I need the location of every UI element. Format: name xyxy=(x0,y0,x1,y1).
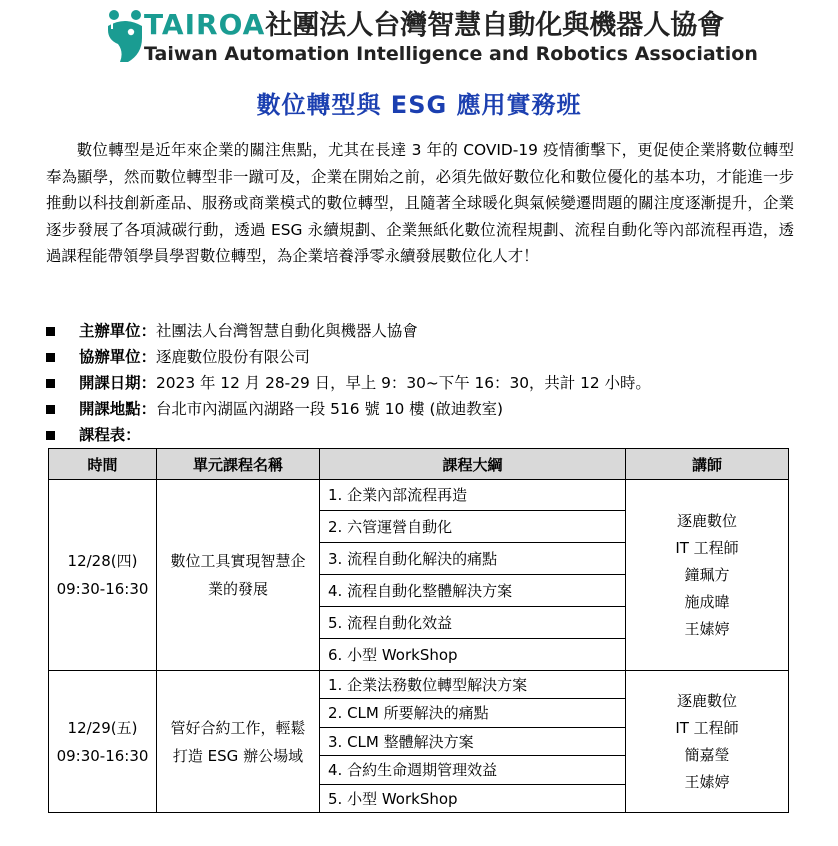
unit-name-cell xyxy=(157,671,320,813)
info-value: 台北市內湖區內湖路一段 516 號 10 樓 (啟迪教室) xyxy=(155,400,504,418)
column-header-time: 時間 xyxy=(49,449,157,480)
info-label: 主辦單位： xyxy=(79,322,156,340)
unit-name-line: 業的發展 xyxy=(207,580,268,598)
square-bullet-icon xyxy=(46,353,55,362)
info-item-schedule xyxy=(46,422,806,448)
session-time-cell xyxy=(49,671,157,813)
instructor-line: 逐鹿數位 xyxy=(676,691,737,710)
instructor-cell xyxy=(626,480,789,671)
robot-head-logo-icon xyxy=(104,8,146,64)
info-item-organizer xyxy=(46,318,806,344)
info-value: 逐鹿數位股份有限公司 xyxy=(155,348,310,366)
unit-name-cell xyxy=(157,480,320,671)
info-label: 協辦單位： xyxy=(79,348,156,366)
info-value: 社團法人台灣智慧自動化與機器人協會 xyxy=(155,322,418,340)
square-bullet-icon xyxy=(46,431,55,440)
outline-item: 4. 流程自動化整體解決方案 xyxy=(320,575,626,607)
session-hours: 09:30-16:30 xyxy=(56,580,149,598)
intro-paragraph: 數位轉型是近年來企業的關注焦點，尤其在長達 3 年的 COVID-19 疫情衝擊下，更促使企業將數位轉型奉為顯學，然而數位轉型非一蹴可及，企業在開始之前，必須先做好數位化和數位優化的基本功，才能進一步推動以科技創新產品、服務或商業模式的數位轉型，且隨著全球暖化與氣候變遷問題的關注度逐漸提升，企業逐步發展了各項減碳行動，透過 ESG 永續規劃、企業無紙化數位流程規劃、流程自動化等內部流程再造，透過課程能帶領學員學習數位轉型，為企業培養淨零永續發展數位化人才！ xyxy=(46,141,794,265)
outline-item: 4. 合約生命週期管理效益 xyxy=(320,756,626,785)
instructor-line: IT 工程師 xyxy=(675,718,739,737)
unit-name-line: 管好合約工作，輕鬆 xyxy=(170,718,306,737)
outline-item: 1. 企業法務數位轉型解決方案 xyxy=(320,671,626,699)
instructor-line: 簡嘉瑩 xyxy=(684,745,730,764)
info-item-date xyxy=(46,370,806,396)
schedule-table xyxy=(48,448,789,813)
unit-name-line: 打造 ESG 辦公場域 xyxy=(172,746,304,765)
outline-item: 5. 小型 WorkShop xyxy=(320,785,626,813)
instructor-line: 王嫊婷 xyxy=(684,619,730,638)
outline-item: 3. CLM 整體解決方案 xyxy=(320,728,626,756)
unit-name-line: 數位工具實現智慧企 xyxy=(170,552,306,570)
table-header-row xyxy=(49,449,789,480)
org-abbreviation: TAIROA xyxy=(144,8,266,41)
session-date: 12/29(五) xyxy=(67,718,138,737)
square-bullet-icon xyxy=(46,327,55,336)
outline-item: 2. 六管運營自動化 xyxy=(320,511,626,543)
info-label: 開課日期： xyxy=(79,374,156,392)
outline-item: 1. 企業內部流程再造 xyxy=(320,480,626,511)
info-label: 開課地點： xyxy=(79,400,156,418)
org-name-english: Taiwan Automation Intelligence and Robotics Association xyxy=(144,43,758,65)
column-header-unit: 單元課程名稱 xyxy=(157,449,320,480)
instructor-line: 逐鹿數位 xyxy=(676,511,737,530)
square-bullet-icon xyxy=(46,379,55,388)
outline-item: 5. 流程自動化效益 xyxy=(320,607,626,639)
table-row xyxy=(49,671,789,699)
page-header xyxy=(100,6,758,68)
outline-item: 2. CLM 所要解決的痛點 xyxy=(320,699,626,728)
session-hours: 09:30-16:30 xyxy=(56,746,149,765)
info-item-co-organizer xyxy=(46,344,806,370)
info-value: 2023 年 12 月 28-29 日，早上 9：30~下午 16：30，共計 12 小時。 xyxy=(155,374,651,392)
instructor-line: 鐘珮方 xyxy=(684,565,730,584)
document-title: 數位轉型與 ESG 應用實務班 xyxy=(256,91,582,119)
column-header-outline: 課程大綱 xyxy=(320,449,626,480)
table-row xyxy=(49,480,789,511)
instructor-cell xyxy=(626,671,789,813)
course-info-list xyxy=(46,318,806,448)
square-bullet-icon xyxy=(46,405,55,414)
session-date: 12/28(四) xyxy=(67,552,138,570)
instructor-line: 王嫊婷 xyxy=(684,772,730,791)
session-time-cell xyxy=(49,480,157,671)
info-label: 課程表： xyxy=(79,426,141,444)
org-name-chinese: 社團法人台灣智慧自動化與機器人協會 xyxy=(265,10,725,41)
outline-item: 6. 小型 WorkShop xyxy=(320,639,626,671)
instructor-line: 施成暐 xyxy=(684,592,730,611)
org-name-line xyxy=(144,8,724,43)
column-header-instructor: 講師 xyxy=(626,449,789,480)
info-item-venue xyxy=(46,396,806,422)
instructor-line: IT 工程師 xyxy=(675,538,739,557)
outline-item: 3. 流程自動化解決的痛點 xyxy=(320,543,626,575)
